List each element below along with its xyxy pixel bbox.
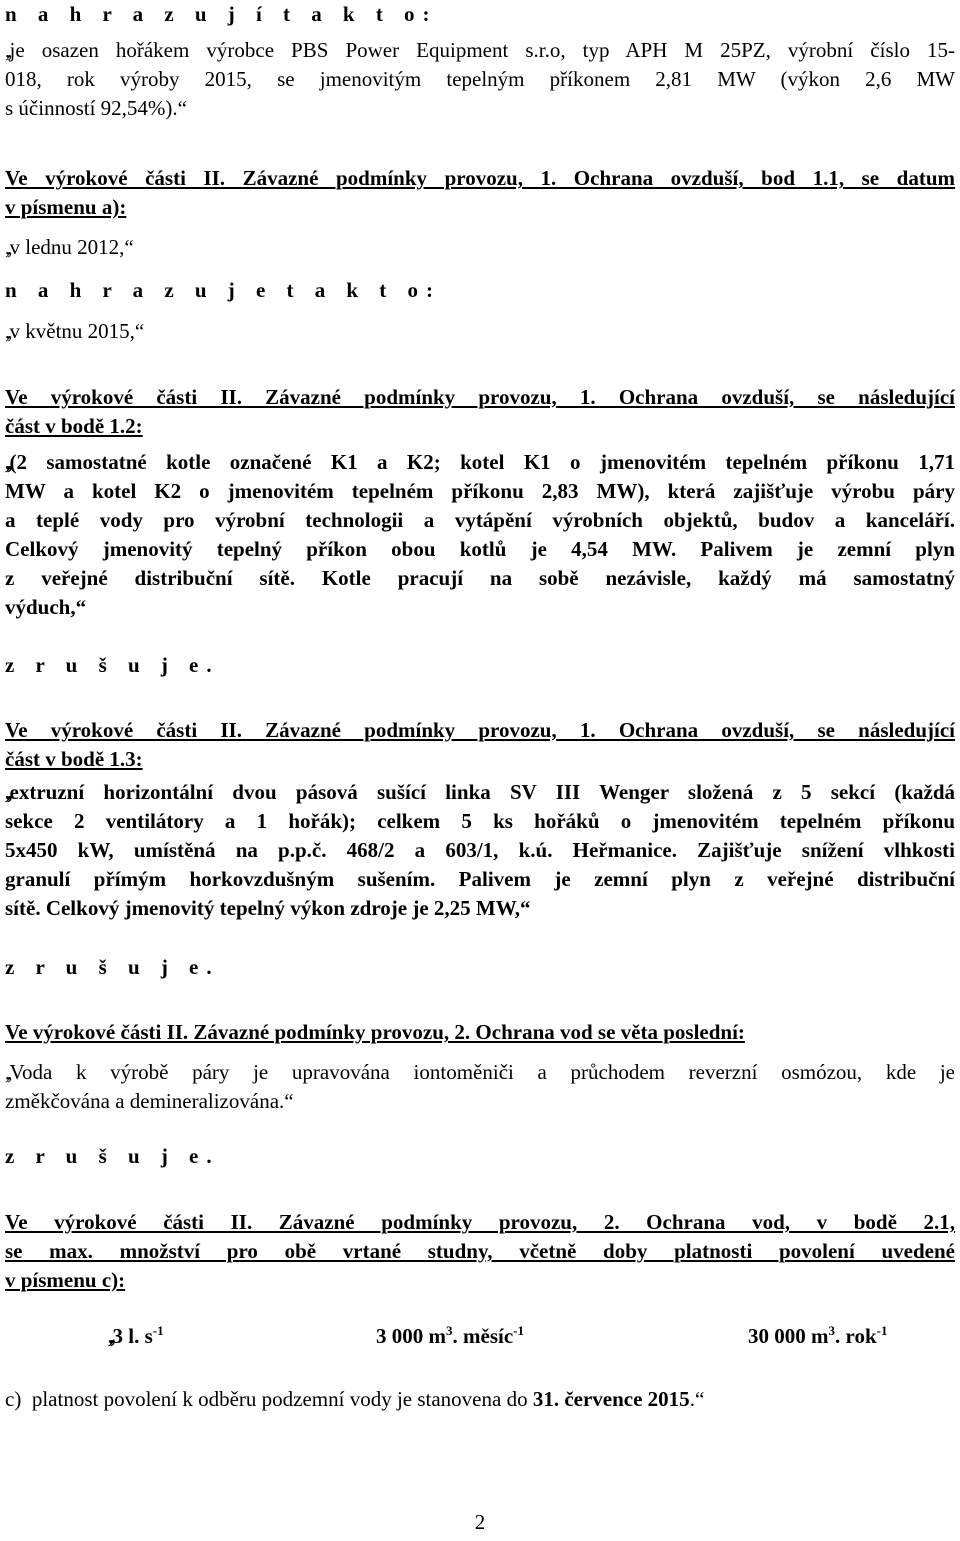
quote-burner [5, 36, 955, 123]
section-heading-2: Ve výrokové části II. Závazné podmínky provozu, 2. Ochrana vod se věta poslední: [5, 1020, 745, 1044]
water-text: ,,Voda k výrobě páry je upravována iontoměniči a průchodem reverzní osmózou, kde je změkčována a demineralizována.“ [5, 1060, 955, 1113]
quote-line: ,,je osazen hořákem výrobce PBS Power Equipment s.r.o, typ APH M 25PZ, výrobní číslo 15- [5, 38, 955, 62]
quote-line: s účinností 92,54%).“ [5, 96, 187, 120]
quote-line: 018, rok výroby 2015, se jmenovitým tepelným příkonem 2,81 MW (výkon 2,6 MW [5, 67, 955, 91]
section-heading-1-1: Ve výrokové části II. Závazné podmínky provozu, 1. Ochrana ovzduší, bod 1.1, se datum v písmenu a): [5, 166, 955, 219]
value-per-year: 30 000 $m^3$. rok$^{-1}$ [748, 1323, 888, 1348]
section-heading-1-3: Ve výrokové části II. Závazné podmínky provozu, 1. Ochrana ovzduší, se následující část v bodě 1.3: [5, 718, 955, 771]
old-date: ,,v lednu 2012,“ [5, 235, 134, 259]
value-flow-per-second: ,,3 l. $s^{-1}$ [108, 1323, 164, 1348]
page-number: 2 [474, 1510, 486, 1534]
section-heading-1-2: Ve výrokové části II. Závazné podmínky provozu, 1. Ochrana ovzduší, se následující část v bodě 1.2: [5, 385, 955, 438]
section-heading-2-1: Ve výrokové části II. Závazné podmínky provozu, 2. Ochrana vod, v bodě 2.1, se max. množství pro obě vrtané studny, včetně doby platnosti povolení uvedené v písmenu c): [5, 1210, 955, 1292]
replace-heading-2: n a h r a z u j e t a k t o: [5, 278, 441, 302]
cancel-label-3: z r u š u j e. [5, 1144, 220, 1168]
cancel-label-2: z r u š u j e. [5, 955, 220, 979]
validity-line: c) platnost povolení k odběru podzemní vody je stanovena do 31. července 2015.“ [5, 1387, 705, 1411]
boilers-text: ,,(2 samostatné kotle označené K1 a K2; kotel K1 o jmenovitém tepelném příkonu 1,71 MW a kotel K2 o jmenovitém tepelném příkonu 2,83 MW), která zajišťuje výrobu páry a teplé vody pro výrobní technologii a vytápění výrobních objektů, budov a kanceláří. Celkový jmenovitý tepelný příkon obou kotlů je 4,54 MW. Palivem je zemní plyn z veřejné distribuční sítě. Kotle pracují na sobě nezávisle, každý má samostatný výduch,“ [5, 450, 955, 619]
replace-heading: n a h r a z u j í t a k t o: [5, 2, 438, 26]
cancel-label-1: z r u š u j e. [5, 653, 220, 677]
value-per-month: 3 000 $m^3$. měsíc$^{-1}$ [376, 1323, 524, 1348]
new-date: ,,v květnu 2015,“ [5, 319, 145, 343]
dryer-line-text: ,,extruzní horizontální dvou pásová sušící linka SV III Wenger složená z 5 sekcí (každá sekce 2 ventilátory a 1 hořák); celkem 5 ks hořáků o jmenovitém tepelném příkonu 5x450 kW, umístěná na p.p.č. 468/2 a 603/1, k.ú. Heřmanice. Zajišťuje snížení vlhkosti granulí přímým horkovzdušným sušením. Palivem je zemní plyn z veřejné distribuční sítě. Celkový jmenovitý tepelný výkon zdroje je 2,25 MW,“ [5, 780, 955, 920]
